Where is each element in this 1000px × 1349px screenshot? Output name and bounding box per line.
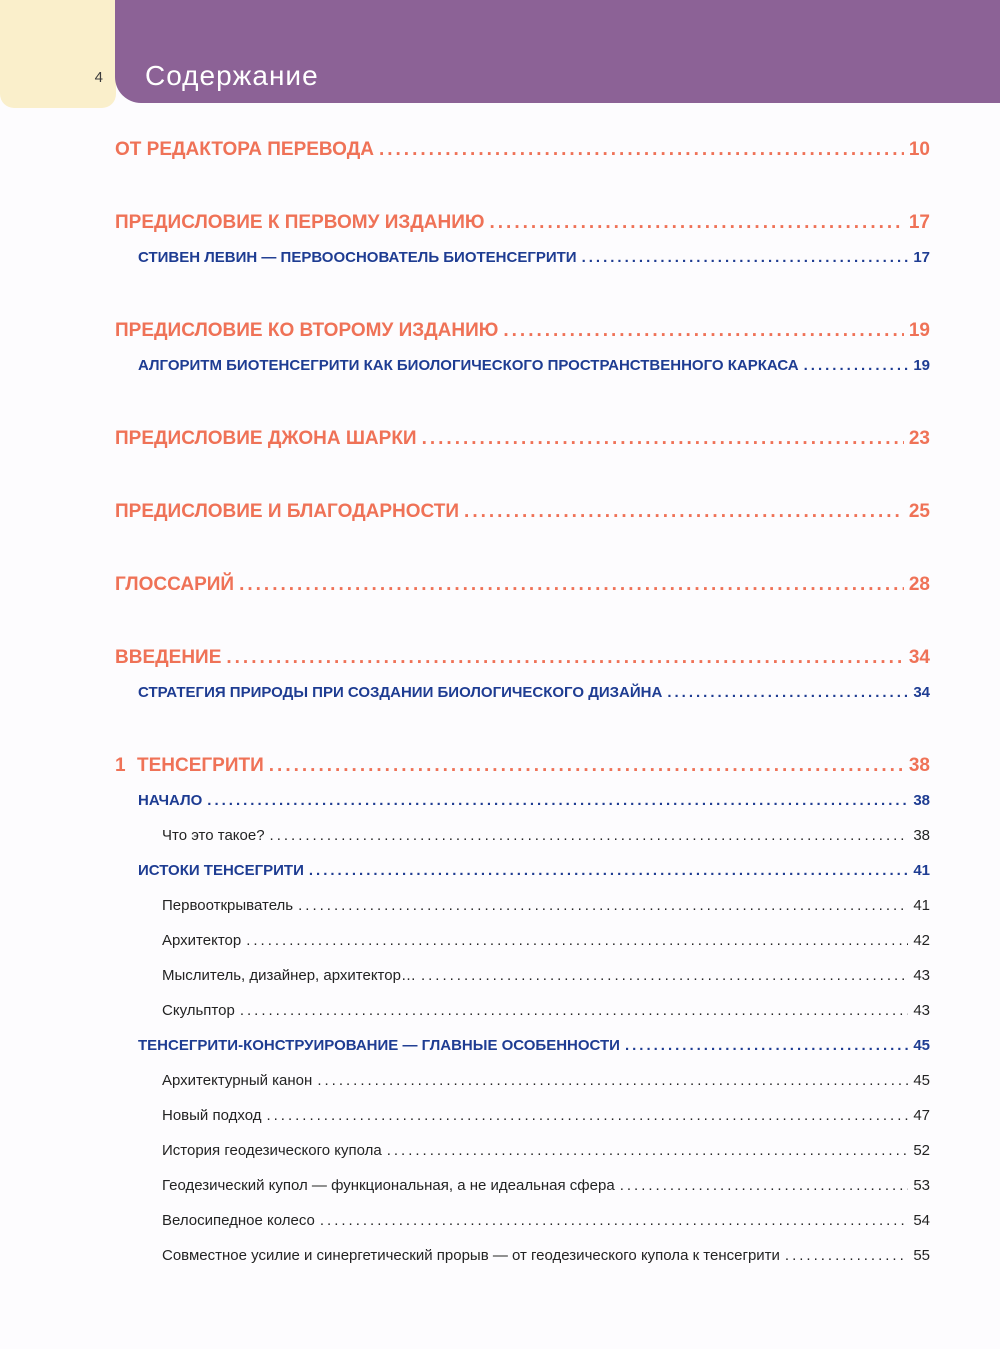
toc-entry-page: 45 <box>913 1037 930 1054</box>
toc-entry-page: 55 <box>913 1247 930 1264</box>
toc-entry-page: 43 <box>913 1002 930 1019</box>
dotted-leader <box>785 1247 908 1265</box>
dotted-leader <box>207 792 908 810</box>
toc-entry <box>115 1002 930 1020</box>
dotted-leader <box>667 684 908 702</box>
toc-entry-label: Совместное усилие и синергетический прорыв — от геодезического купола к тенсегрити <box>162 1247 780 1264</box>
corner-block <box>0 0 116 108</box>
toc-entry-label: История геодезического купола <box>162 1142 382 1159</box>
dotted-leader <box>320 1212 908 1230</box>
toc-entry-page: 19 <box>913 357 930 374</box>
dotted-leader <box>625 1037 908 1055</box>
toc-entry <box>115 249 930 267</box>
table-of-contents <box>115 141 930 1265</box>
toc-entry-page: 10 <box>908 139 930 160</box>
toc-entry <box>115 1177 930 1195</box>
dotted-leader <box>317 1072 908 1090</box>
toc-entry-label: СТРАТЕГИЯ ПРИРОДЫ ПРИ СОЗДАНИИ БИОЛОГИЧЕСКОГО ДИЗАЙНА <box>138 684 663 701</box>
toc-entry-page: 53 <box>913 1177 930 1194</box>
dotted-leader <box>266 1107 908 1125</box>
toc-entry-label: ПРЕДИСЛОВИЕ ДЖОНА ШАРКИ <box>115 428 417 449</box>
dotted-leader <box>309 862 908 880</box>
toc-entry-label: ОТ РЕДАКТОРА ПЕРЕВОДА <box>115 139 374 160</box>
toc-entry-page: 19 <box>908 320 930 341</box>
toc-entry-label: Новый подход <box>162 1107 262 1124</box>
dotted-leader <box>270 827 909 845</box>
dotted-leader <box>239 576 904 594</box>
toc-entry <box>115 897 930 915</box>
toc-entry-label: ГЛОССАРИЙ <box>115 574 235 595</box>
toc-entry <box>115 1142 930 1160</box>
toc-entry <box>115 141 930 159</box>
toc-entry-page: 52 <box>913 1142 930 1159</box>
toc-entry-label: ИСТОКИ ТЕНСЕГРИТИ <box>138 862 304 879</box>
toc-entry <box>115 1107 930 1125</box>
toc-entry-label: Архитектор <box>162 932 242 949</box>
toc-entry-label: ПРЕДИСЛОВИЕ К ПЕРВОМУ ИЗДАНИЮ <box>115 212 485 233</box>
toc-entry <box>115 967 930 985</box>
toc-entry-page: 28 <box>908 574 930 595</box>
toc-entry <box>115 932 930 950</box>
toc-entry-page: 45 <box>913 1072 930 1089</box>
toc-entry-page: 42 <box>913 932 930 949</box>
dotted-leader <box>387 1142 909 1160</box>
toc-entry <box>115 827 930 845</box>
toc-entry-page: 38 <box>908 755 930 776</box>
dotted-leader <box>490 214 904 232</box>
toc-entry-label: Архитектурный канон <box>162 1072 313 1089</box>
page-title: Содержание <box>145 60 319 91</box>
toc-entry <box>115 1247 930 1265</box>
toc-entry <box>115 862 930 880</box>
toc-entry-label: ТЕНСЕГРИТИ-КОНСТРУИРОВАНИЕ — ГЛАВНЫЕ ОСОБЕННОСТИ <box>138 1037 620 1054</box>
dotted-leader <box>421 967 908 985</box>
toc-entry-label: Велосипедное колесо <box>162 1212 315 1229</box>
dotted-leader <box>503 322 904 340</box>
toc-entry-label: ВВЕДЕНИЕ <box>115 647 222 668</box>
page-folio: 4 <box>94 69 103 86</box>
toc-entry <box>115 1037 930 1055</box>
toc-entry-page: 23 <box>908 428 930 449</box>
toc-entry-page: 25 <box>908 501 930 522</box>
toc-entry <box>115 214 930 232</box>
toc-entry-page: 43 <box>913 967 930 984</box>
toc-entry-label: Геодезический купол — функциональная, а не идеальная сфера <box>162 1177 615 1194</box>
dotted-leader <box>226 649 903 667</box>
toc-entry-page: 41 <box>913 862 930 879</box>
toc-entry-label: Первооткрыватель <box>162 897 294 914</box>
toc-entry-page: 17 <box>913 249 930 266</box>
toc-entry <box>115 649 930 667</box>
toc-entry-page: 34 <box>908 647 930 668</box>
toc-entry-page: 38 <box>913 792 930 809</box>
toc-entry <box>115 503 930 521</box>
toc-entry-page: 54 <box>913 1212 930 1229</box>
toc-entry <box>115 792 930 810</box>
toc-entry-label: Скульптор <box>162 1002 235 1019</box>
dotted-leader <box>422 430 904 448</box>
toc-entry-label: Что это такое? <box>162 827 265 844</box>
toc-entry-label: ТЕНСЕГРИТИ <box>137 755 264 776</box>
dotted-leader <box>269 757 904 775</box>
toc-entry-page: 34 <box>913 684 930 701</box>
toc-entry <box>115 357 930 375</box>
toc-entry-page: 17 <box>908 212 930 233</box>
dotted-leader <box>246 932 908 950</box>
toc-entry-label: АЛГОРИТМ БИОТЕНСЕГРИТИ КАК БИОЛОГИЧЕСКОГО ПРОСТРАНСТВЕННОГО КАРКАСА <box>138 357 799 374</box>
toc-entry-page: 41 <box>913 897 930 914</box>
toc-entry <box>115 430 930 448</box>
dotted-leader <box>379 141 904 159</box>
toc-entry-page: 47 <box>913 1107 930 1124</box>
dotted-leader <box>464 503 904 521</box>
toc-entry-label: НАЧАЛО <box>138 792 203 809</box>
toc-entry <box>115 684 930 702</box>
dotted-leader <box>804 357 909 375</box>
toc-entry-label: ПРЕДИСЛОВИЕ И БЛАГОДАРНОСТИ <box>115 501 460 522</box>
toc-entry <box>115 1212 930 1230</box>
toc-entry-page: 38 <box>913 827 930 844</box>
toc-entry <box>115 1072 930 1090</box>
toc-entry <box>115 322 930 340</box>
dotted-leader <box>298 897 908 915</box>
toc-entry <box>115 576 930 594</box>
dotted-leader <box>240 1002 909 1020</box>
toc-entry <box>115 757 930 775</box>
toc-entry-label: Мыслитель, дизайнер, архитектор… <box>162 967 416 984</box>
toc-entry-label: СТИВЕН ЛЕВИН — ПЕРВООСНОВАТЕЛЬ БИОТЕНСЕГРИТИ <box>138 249 577 266</box>
dotted-leader <box>582 249 909 267</box>
chapter-number: 1 <box>115 755 126 776</box>
dotted-leader <box>620 1177 909 1195</box>
toc-entry-label: ПРЕДИСЛОВИЕ КО ВТОРОМУ ИЗДАНИЮ <box>115 320 499 341</box>
